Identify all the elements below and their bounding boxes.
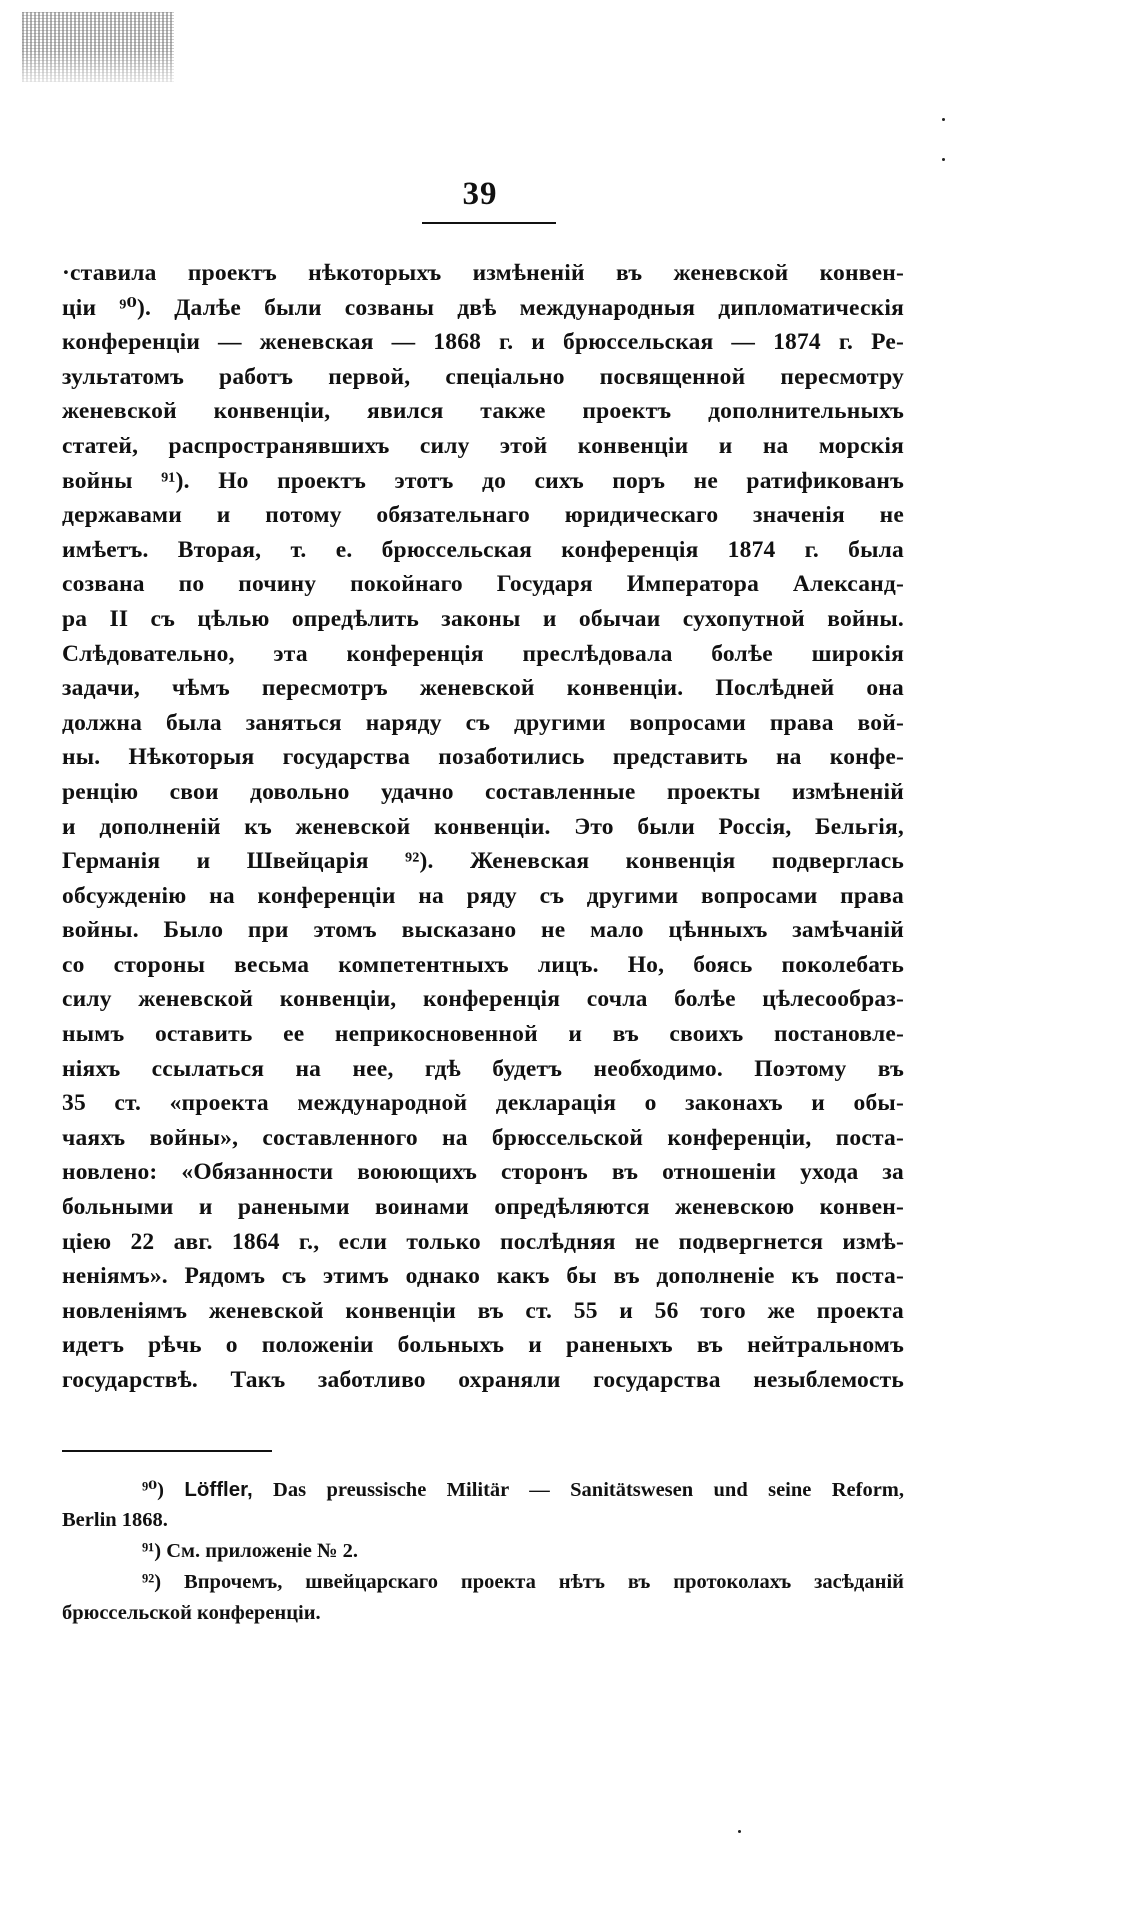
page-number: 39 bbox=[462, 176, 498, 212]
text-line: со стороны весьма компетентныхъ лицъ. Но, боясь поколебать bbox=[62, 951, 904, 978]
text-line: и дополненій къ женевской конвенціи. Это были Россія, Бельгія, bbox=[62, 813, 904, 840]
text-line: ·ставила проектъ нѣкоторыхъ измѣненій въ женевской конвен- bbox=[62, 260, 904, 286]
text-line: ніяхъ ссылаться на нее, гдѣ будетъ необходимо. Поэтому въ bbox=[62, 1055, 904, 1082]
text-line: новлено: «Обязанности воюющихъ сторонъ въ отношеніи ухода за bbox=[62, 1159, 904, 1186]
text-line: неніямъ». Рядомъ съ этимъ однако какъ бы въ дополненіе къ поста- bbox=[62, 1263, 904, 1290]
text-line: Германія и Швейцарія ⁹²). Женевская конвенція подверглась bbox=[62, 848, 904, 875]
text-line: чаяхъ войны», составленного на брюссельской конференціи, поста- bbox=[62, 1124, 904, 1151]
scan-speck bbox=[942, 118, 945, 121]
footnote-90-text: Das preussische Militär — Sanitätswesen und seine Reform, bbox=[273, 1479, 904, 1501]
text-line: задачи, чѣмъ пересмотръ женевской конвенціи. Послѣдней она bbox=[62, 675, 904, 702]
scan-speck bbox=[738, 1830, 741, 1833]
main-text-block bbox=[62, 256, 904, 1398]
text-line: женевской конвенціи, явился также проектъ дополнительныхъ bbox=[62, 398, 904, 425]
text-line: ра II съ цѣлью опредѣлить законы и обычаи сухопутной войны. bbox=[62, 605, 904, 632]
footnote-91: ⁹¹) См. приложеніе № 2. bbox=[142, 1540, 359, 1562]
text-line: идетъ рѣчь о положеніи больныхъ и раненыхъ въ нейтральномъ bbox=[62, 1332, 904, 1359]
scan-artifact-barcode bbox=[22, 12, 174, 82]
text-line: силу женевской конвенціи, конференція сочла болѣе цѣлесообраз- bbox=[62, 986, 904, 1013]
text-line: державами и потому обязательнаго юридическаго значенія не bbox=[62, 502, 904, 529]
text-line: Слѣдовательно, эта конференція преслѣдовала болѣе широкія bbox=[62, 640, 904, 667]
text-line: созвана по почину покойнаго Государя Императора Александ- bbox=[62, 571, 904, 598]
footnote-90-marker: ⁹⁰) bbox=[142, 1479, 164, 1501]
text-line: войны. Было при этомъ высказано не мало цѣнныхъ замѣчаній bbox=[62, 917, 904, 944]
footnotes-block bbox=[62, 1474, 904, 1629]
footnote-separator bbox=[62, 1450, 272, 1452]
text-line: зультатомъ работъ первой, спеціально посвященной пересмотру bbox=[62, 363, 904, 390]
footnote-90-continuation: Berlin 1868. bbox=[62, 1509, 168, 1531]
scan-speck bbox=[942, 158, 945, 161]
footnote-90 bbox=[62, 1474, 904, 1505]
text-line: 35 ст. «проекта международной декларація о законахъ и обы- bbox=[62, 1090, 904, 1117]
text-line: обсужденію на конференціи на ряду съ другими вопросами права bbox=[62, 882, 904, 909]
text-line: ны. Нѣкоторыя государства позаботились представить на конфе- bbox=[62, 744, 904, 771]
text-line: больными и ранеными воинами опредѣляются женевскою конвен- bbox=[62, 1194, 904, 1221]
text-line: нымъ оставить ее неприкосновенной и въ своихъ постановле- bbox=[62, 1021, 904, 1048]
footnote-92-continuation: брюссельской конференціи. bbox=[62, 1602, 321, 1624]
text-line: новленіямъ женевской конвенціи въ ст. 55 и 56 того же проекта bbox=[62, 1297, 904, 1324]
text-line: ренцію свои довольно удачно составленные проекты измѣненій bbox=[62, 778, 904, 805]
text-line: должна была заняться наряду съ другими вопросами права вой- bbox=[62, 709, 904, 736]
text-line: конференціи — женевская — 1868 г. и брюссельская — 1874 г. Ре- bbox=[62, 329, 904, 356]
text-line: имѣетъ. Вторая, т. е. брюссельская конференція 1874 г. была bbox=[62, 536, 904, 563]
footnote-90-author: Löffler, bbox=[184, 1478, 253, 1501]
text-line: войны ⁹¹). Но проектъ этотъ до сихъ поръ не ратификованъ bbox=[62, 467, 904, 494]
text-line: ціи ⁹⁰). Далѣе были созваны двѣ международныя дипломатическія bbox=[62, 294, 904, 321]
text-line: ціею 22 авг. 1864 г., если только послѣдняя не подвергнется измѣ- bbox=[62, 1228, 904, 1255]
footnote-92: ⁹²) Впрочемъ, швейцарскаго проекта нѣтъ въ протоколахъ засѣданій bbox=[142, 1571, 904, 1593]
page-number-underline bbox=[422, 222, 556, 224]
text-line: статей, распространявшихъ силу этой конвенціи и на морскія bbox=[62, 432, 904, 459]
text-line: государствѣ. Такъ заботливо охраняли государства незыблемость bbox=[62, 1367, 904, 1393]
